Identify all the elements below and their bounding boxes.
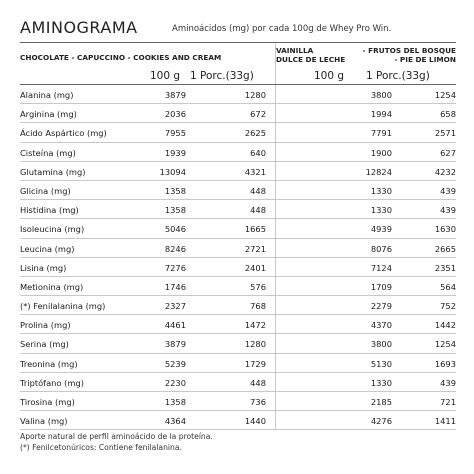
amino-name: Triptófano (mg) bbox=[20, 377, 84, 388]
value-a-portion: 1472 bbox=[244, 320, 266, 331]
amino-name: (*) Fenilalanina (mg) bbox=[20, 301, 106, 312]
amino-name: Lisina (mg) bbox=[20, 262, 67, 273]
table-row bbox=[20, 200, 456, 219]
amino-name: Arginina (mg) bbox=[20, 109, 77, 120]
amino-name: Isoleucina (mg) bbox=[20, 224, 85, 235]
table-row bbox=[20, 219, 456, 238]
column-divider bbox=[275, 373, 276, 391]
value-a-100g: 8246 bbox=[164, 243, 186, 254]
value-b-100g: 7124 bbox=[370, 262, 392, 273]
value-a-100g: 7276 bbox=[164, 262, 186, 273]
amino-name: Glutamina (mg) bbox=[20, 166, 86, 177]
group-b-heading bbox=[276, 46, 456, 64]
amino-name: Leucina (mg) bbox=[20, 243, 75, 254]
value-b-portion: 658 bbox=[440, 109, 456, 120]
column-divider bbox=[275, 411, 276, 429]
value-a-100g: 1746 bbox=[164, 281, 186, 292]
value-b-100g: 3800 bbox=[370, 339, 392, 350]
value-b-portion: 564 bbox=[440, 281, 456, 292]
value-b-100g: 4939 bbox=[370, 224, 392, 235]
value-b-100g: 3800 bbox=[370, 90, 392, 100]
column-divider bbox=[275, 219, 276, 237]
value-a-100g: 2327 bbox=[164, 301, 186, 312]
value-a-100g: 3879 bbox=[164, 339, 186, 350]
value-a-portion: 1665 bbox=[244, 224, 266, 235]
value-a-portion: 448 bbox=[250, 377, 266, 388]
value-a-portion: 2625 bbox=[244, 128, 266, 139]
page-title: AMINOGRAMA bbox=[20, 18, 138, 37]
column-header-a-portion: 1 Porc.(33g) bbox=[190, 70, 254, 82]
value-a-100g: 2230 bbox=[164, 377, 186, 388]
value-a-100g: 4364 bbox=[164, 416, 186, 427]
value-a-100g: 5046 bbox=[164, 224, 186, 235]
column-divider bbox=[275, 143, 276, 161]
amino-name: Valina (mg) bbox=[20, 416, 68, 427]
footnote-phenylketonurics: (*) Fenilcetonúricos: Contiene fenilalanina. bbox=[20, 443, 182, 452]
top-divider bbox=[20, 42, 456, 43]
value-b-portion: 1411 bbox=[434, 416, 456, 427]
value-a-100g: 5239 bbox=[164, 358, 186, 369]
column-divider bbox=[275, 392, 276, 410]
value-a-100g: 7955 bbox=[164, 128, 186, 139]
group-a-heading: CHOCOLATE - CAPUCCINO - COOKIES AND CREAM bbox=[20, 53, 222, 62]
footnote-natural-profile: Aporte natural de perfil aminoácido de la proteína. bbox=[20, 432, 213, 441]
column-divider bbox=[275, 258, 276, 276]
table-row bbox=[20, 181, 456, 200]
value-a-100g: 13094 bbox=[159, 166, 186, 177]
value-a-portion: 4321 bbox=[244, 166, 266, 177]
column-divider bbox=[275, 277, 276, 295]
value-b-100g: 2279 bbox=[370, 301, 392, 312]
column-divider bbox=[275, 123, 276, 141]
amino-name: Ácido Aspártico (mg) bbox=[20, 128, 107, 139]
value-b-100g: 1994 bbox=[370, 109, 392, 120]
amino-name: Treonina (mg) bbox=[20, 358, 78, 369]
column-divider bbox=[275, 296, 276, 314]
value-b-portion: 1254 bbox=[434, 339, 456, 350]
value-b-100g: 1330 bbox=[370, 377, 392, 388]
table-row bbox=[20, 296, 456, 315]
value-a-portion: 448 bbox=[250, 185, 266, 196]
value-a-100g: 3879 bbox=[164, 90, 186, 100]
amino-name: Glicina (mg) bbox=[20, 185, 71, 196]
value-a-portion: 672 bbox=[250, 109, 266, 120]
value-a-portion: 2721 bbox=[244, 243, 266, 254]
column-header-b-100g: 100 g bbox=[314, 70, 345, 82]
table-row bbox=[20, 373, 456, 392]
column-divider bbox=[275, 334, 276, 352]
column-divider bbox=[275, 181, 276, 199]
table-row bbox=[20, 411, 456, 430]
value-b-portion: 2665 bbox=[434, 243, 456, 254]
table-row bbox=[20, 392, 456, 411]
amino-name: Metionina (mg) bbox=[20, 281, 84, 292]
column-divider bbox=[275, 85, 276, 103]
column-divider bbox=[275, 239, 276, 257]
amino-name: Histidina (mg) bbox=[20, 205, 79, 216]
value-b-portion: 2571 bbox=[434, 128, 456, 139]
amino-table-body bbox=[20, 85, 456, 430]
value-b-100g: 5130 bbox=[370, 358, 392, 369]
value-a-100g: 4461 bbox=[164, 320, 186, 331]
column-header-b-portion: 1 Porc.(33g) bbox=[366, 70, 430, 82]
value-a-100g: 1939 bbox=[164, 147, 186, 158]
value-a-portion: 1729 bbox=[244, 358, 266, 369]
column-divider bbox=[275, 162, 276, 180]
amino-name: Serina (mg) bbox=[20, 339, 69, 350]
value-a-portion: 768 bbox=[250, 301, 266, 312]
value-b-100g: 4370 bbox=[370, 320, 392, 331]
value-b-100g: 1709 bbox=[370, 281, 392, 292]
amino-name: Tirosina (mg) bbox=[20, 397, 75, 407]
value-b-portion: 1630 bbox=[434, 224, 456, 235]
value-b-100g: 8076 bbox=[370, 243, 392, 254]
table-row bbox=[20, 123, 456, 142]
header bbox=[20, 18, 460, 42]
column-divider bbox=[275, 104, 276, 122]
value-b-portion: 439 bbox=[440, 205, 456, 216]
value-b-portion: 439 bbox=[440, 377, 456, 388]
column-header-a-100g: 100 g bbox=[150, 70, 181, 82]
value-a-portion: 736 bbox=[250, 397, 266, 407]
table-row bbox=[20, 258, 456, 277]
group-b-line2-right: - PIE DE LIMON bbox=[394, 55, 456, 64]
value-a-100g: 2036 bbox=[164, 109, 186, 120]
value-b-portion: 439 bbox=[440, 185, 456, 196]
value-b-100g: 1330 bbox=[370, 205, 392, 216]
value-a-portion: 2401 bbox=[244, 262, 266, 273]
table-row bbox=[20, 143, 456, 162]
value-a-100g: 1358 bbox=[164, 185, 186, 196]
value-b-portion: 1442 bbox=[434, 320, 456, 331]
value-a-portion: 448 bbox=[250, 205, 266, 216]
group-b-line2-left: DULCE DE LECHE bbox=[276, 55, 346, 64]
table-row bbox=[20, 162, 456, 181]
value-b-portion: 1254 bbox=[434, 90, 456, 100]
value-a-100g: 1358 bbox=[164, 397, 186, 407]
value-a-portion: 640 bbox=[250, 147, 266, 158]
value-b-portion: 1693 bbox=[434, 358, 456, 369]
amino-name: Alanina (mg) bbox=[20, 90, 74, 100]
value-a-100g: 1358 bbox=[164, 205, 186, 216]
table-row bbox=[20, 354, 456, 373]
group-b-line1-right: - FRUTOS DEL BOSQUE bbox=[362, 46, 456, 55]
value-b-portion: 627 bbox=[440, 147, 456, 158]
table-row bbox=[20, 334, 456, 353]
table-row bbox=[20, 315, 456, 334]
value-b-100g: 12824 bbox=[365, 166, 392, 177]
value-b-100g: 1330 bbox=[370, 185, 392, 196]
value-a-portion: 576 bbox=[250, 281, 266, 292]
value-a-portion: 1280 bbox=[244, 339, 266, 350]
value-b-100g: 7791 bbox=[370, 128, 392, 139]
value-b-100g: 2185 bbox=[370, 397, 392, 407]
group-b-line1-left: VAINILLA bbox=[276, 46, 314, 55]
column-divider bbox=[275, 354, 276, 372]
value-b-portion: 752 bbox=[440, 301, 456, 312]
column-divider bbox=[275, 315, 276, 333]
value-b-portion: 721 bbox=[440, 397, 456, 407]
column-divider bbox=[275, 200, 276, 218]
value-b-portion: 2351 bbox=[434, 262, 456, 273]
table-row bbox=[20, 104, 456, 123]
table-row bbox=[20, 85, 456, 104]
amino-name: Prolina (mg) bbox=[20, 320, 71, 331]
table-row bbox=[20, 277, 456, 296]
value-a-portion: 1440 bbox=[244, 416, 266, 427]
table-row bbox=[20, 239, 456, 258]
value-b-100g: 4276 bbox=[370, 416, 392, 427]
value-b-100g: 1900 bbox=[370, 147, 392, 158]
amino-name: Cisteína (mg) bbox=[20, 147, 76, 158]
value-b-portion: 4232 bbox=[434, 166, 456, 177]
page-subtitle: Aminoácidos (mg) por cada 100g de Whey Pro Win. bbox=[172, 24, 392, 34]
value-a-portion: 1280 bbox=[244, 90, 266, 100]
